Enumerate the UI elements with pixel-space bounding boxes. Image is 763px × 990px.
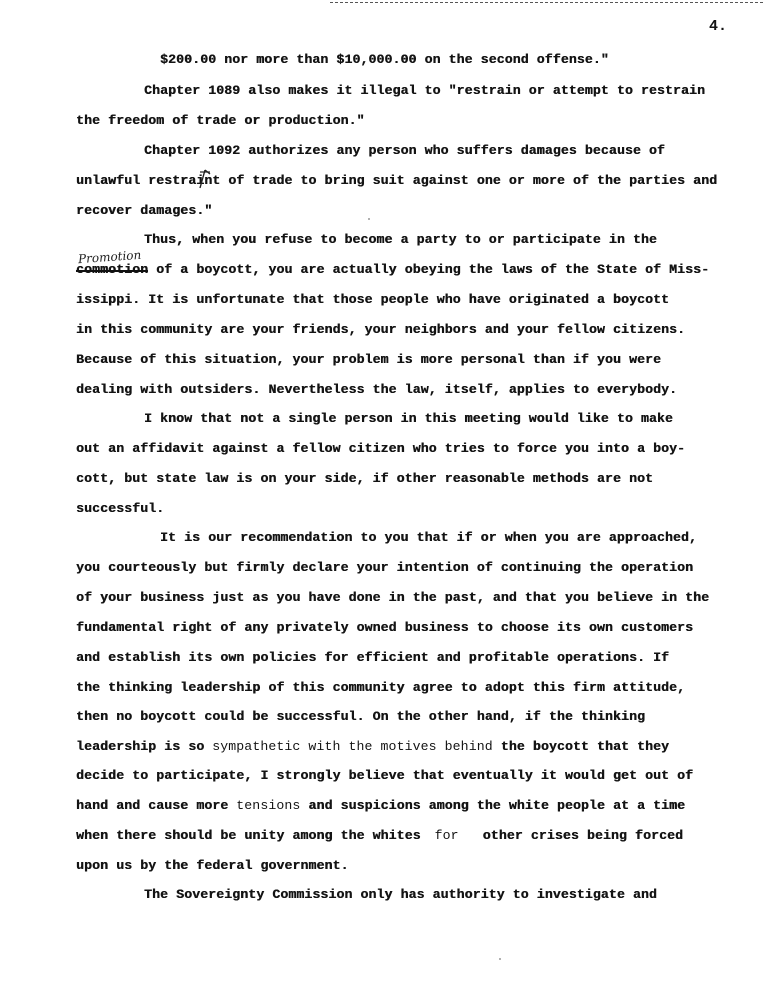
text-line: you courteously but firmly declare your intention of continuing the operation xyxy=(76,560,694,575)
text-line: upon us by the federal government. xyxy=(76,858,349,873)
handwritten-insertion: Promotion xyxy=(77,247,142,267)
text-line: then no boycott could be successful. On the other hand, if the thinking xyxy=(76,709,645,724)
text-line xyxy=(76,798,685,813)
top-edge-dashes xyxy=(330,2,763,3)
text-line-rest: of a boycott, you are actually obeying the laws of the State of Miss- xyxy=(148,262,710,277)
text-line: of your business just as you have done in the past, and that you believe in the xyxy=(76,590,710,605)
text-line: Because of this situation, your problem is more personal than if you were xyxy=(76,352,662,367)
text-line: $200.00 nor more than $10,000.00 on the second offense." xyxy=(160,52,609,67)
text-line: the thinking leadership of this community agree to adopt this firm attitude, xyxy=(76,680,686,695)
retyped-segment: for xyxy=(434,828,459,843)
text-line xyxy=(76,262,709,277)
text-line: decide to participate, I strongly believe that eventually it would get out of xyxy=(76,768,694,783)
text-line: Thus, when you refuse to become a party to or participate in the xyxy=(144,232,657,247)
text-line xyxy=(76,739,669,754)
text-line: I know that not a single person in this meeting would like to make xyxy=(144,411,673,426)
text-line: cott, but state law is on your side, if other reasonable methods are not xyxy=(76,471,653,486)
page-number: 4. xyxy=(709,18,728,35)
text-segment: when there should be unity among the whites xyxy=(76,828,421,843)
text-line: recover damages." xyxy=(76,203,213,218)
paper-speck xyxy=(499,958,501,960)
text-segment: the boycott that they xyxy=(500,739,670,754)
text-segment: and suspicions among the white people at a time xyxy=(308,798,686,813)
text-line: The Sovereignty Commission only has authority to investigate and xyxy=(144,887,657,902)
text-line: out an affidavit against a fellow citizen who tries to force you into a boy- xyxy=(76,441,686,456)
text-line: Chapter 1089 also makes it illegal to "restrain or attempt to restrain xyxy=(144,83,705,98)
text-line: in this community are your friends, your neighbors and your fellow citizens. xyxy=(76,322,686,337)
text-line: issippi. It is unfortunate that those people who have originated a boycott xyxy=(76,292,670,307)
text-line: unlawful restraint of trade to bring suit against one or more of the parties and xyxy=(76,173,718,188)
text-line: It is our recommendation to you that if or when you are approached, xyxy=(160,530,697,545)
paper-speck xyxy=(368,218,370,220)
text-line: the freedom of trade or production." xyxy=(76,113,365,128)
retyped-segment: sympathetic with the motives behind xyxy=(212,739,493,754)
text-segment: hand and cause more xyxy=(76,798,229,813)
text-line xyxy=(76,828,683,843)
text-line: Chapter 1092 authorizes any person who suffers damages because of xyxy=(144,143,665,158)
retyped-segment: tensions xyxy=(236,798,301,813)
text-line: successful. xyxy=(76,501,165,516)
text-line: fundamental right of any privately owned business to choose its own customers xyxy=(76,620,694,635)
insertion-caret-mark xyxy=(198,168,212,190)
text-segment: leadership is so xyxy=(76,739,205,754)
struck-word: commotion xyxy=(76,262,149,277)
text-line: and establish its own policies for efficient and profitable operations. If xyxy=(76,650,670,665)
text-segment: other crises being forced xyxy=(482,828,684,843)
text-line: dealing with outsiders. Nevertheless the law, itself, applies to everybody. xyxy=(76,382,678,397)
